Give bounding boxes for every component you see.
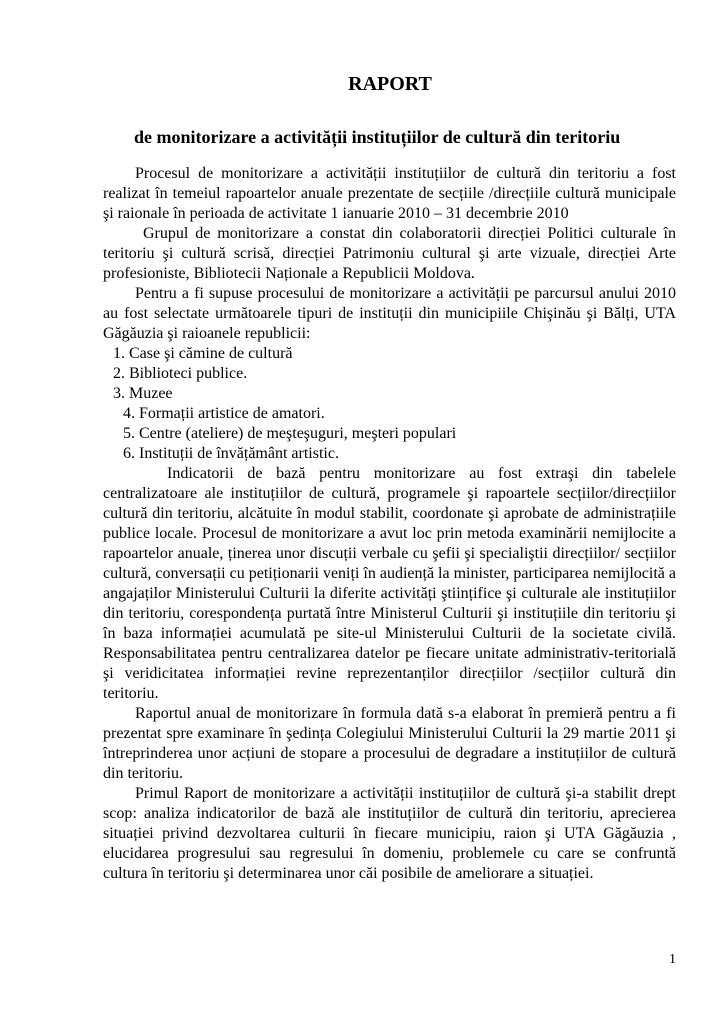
list-item: 1. Case şi cămine de cultură (129, 344, 676, 364)
paragraph-institution-types: Pentru a fi supuse procesului de monitorizare a activității pe parcursul anului 2010 au fost selectate următoarele tipuri de instituții din municipiile Chişinău şi Bălți, UTA Găgăuzia şi raioanele republicii: (103, 285, 676, 342)
institution-list-numbered (103, 344, 676, 404)
list-item: 4. Formații artistice de amatori. (123, 405, 325, 422)
list-item: 6. Instituții de învățământ artistic. (123, 445, 339, 462)
page-number: 1 (669, 952, 676, 967)
list-item: 3. Muzee (129, 384, 676, 404)
paragraph-report-purpose: Primul Raport de monitorizare a activității instituțiilor de cultură şi-a stabilit drept scop: analiza indicatorilor de bază ale instituțiilor de cultură din teritoriu, aprecierea situației privind dezvoltarea culturii în fiecare municipiu, raion şi UTA Găgăuzia , elucidarea progresului sau regresului în domeniu, problemele cu care se confruntă cultura în teritoriu şi determinarea unor căi posibile de ameliorare a situației. (103, 785, 676, 882)
institution-list-continued (103, 404, 676, 464)
list-item: 5. Centre (ateliere) de meşteşuguri, meşteri populari (123, 425, 457, 442)
document-title: RAPORT (348, 73, 432, 95)
paragraph-indicators: Indicatorii de bază pentru monitorizare au fost extraşi din tabelele centralizatoare ale instituțiilor de cultură, programele şi rapoartele secțiilor/direcțiilor cultură din teritoriu, alcătuite în modul stabilit, coordonate şi aprobate de administrațiile publice locale. Procesul de monitorizare a avut loc prin metoda examinării nemijlocite a rapoartelor anuale, ținerea unor discuții verbale cu şefii şi specialiştii direcțiilor/ secțiilor cultură, conversații cu petiționarii veniți în audiență la minister, participarea nemijlocită a angajaților Ministerului Culturii la diferite activități ştiințifice şi culturale ale instituțiilor din teritoriu, corespondența purtată între Ministerul Culturii şi instituțiile din teritoriu şi în baza informației acumulată pe site-ul Ministerului Culturii de la societate civilă. Responsabilitatea pentru centralizarea datelor pe fiecare unitate administrativ-teritorială şi veridicitatea informației revine reprezentanților direcțiilor /secțiilor cultură din teritoriu. (103, 465, 676, 702)
paragraph-intro: Procesul de monitorizare a activității instituțiilor de cultură din teritoriu a fost realizat în temeiul rapoartelor anuale prezentate de secțiile /direcțiile cultură municipale şi raionale în perioada de activitate 1 ianuarie 2010 – 31 decembrie 2010 (103, 165, 676, 222)
document-body (103, 164, 676, 884)
paragraph-monitoring-group: Grupul de monitorizare a constat din colaboratorii direcției Politici culturale în teritoriu şi cultură scrisă, direcției Patrimoniu cultural şi arte vizuale, direcției Arte profesioniste, Bibliotecii Naționale a Republicii Moldova. (103, 225, 676, 282)
list-item: 2. Biblioteci publice. (129, 364, 676, 384)
paragraph-annual-report: Raportul anual de monitorizare în formula dată s-a elaborat în premieră pentru a fi prezentat spre examinare în şedința Colegiului Ministerului Culturii la 29 martie 2011 şi întreprinderea unor acțiuni de stopare a procesului de degradare a instituțiilor de cultură din teritoriu. (103, 705, 676, 782)
document-subtitle: de monitorizare a activității instituțiilor de cultură din teritoriu (134, 127, 621, 147)
